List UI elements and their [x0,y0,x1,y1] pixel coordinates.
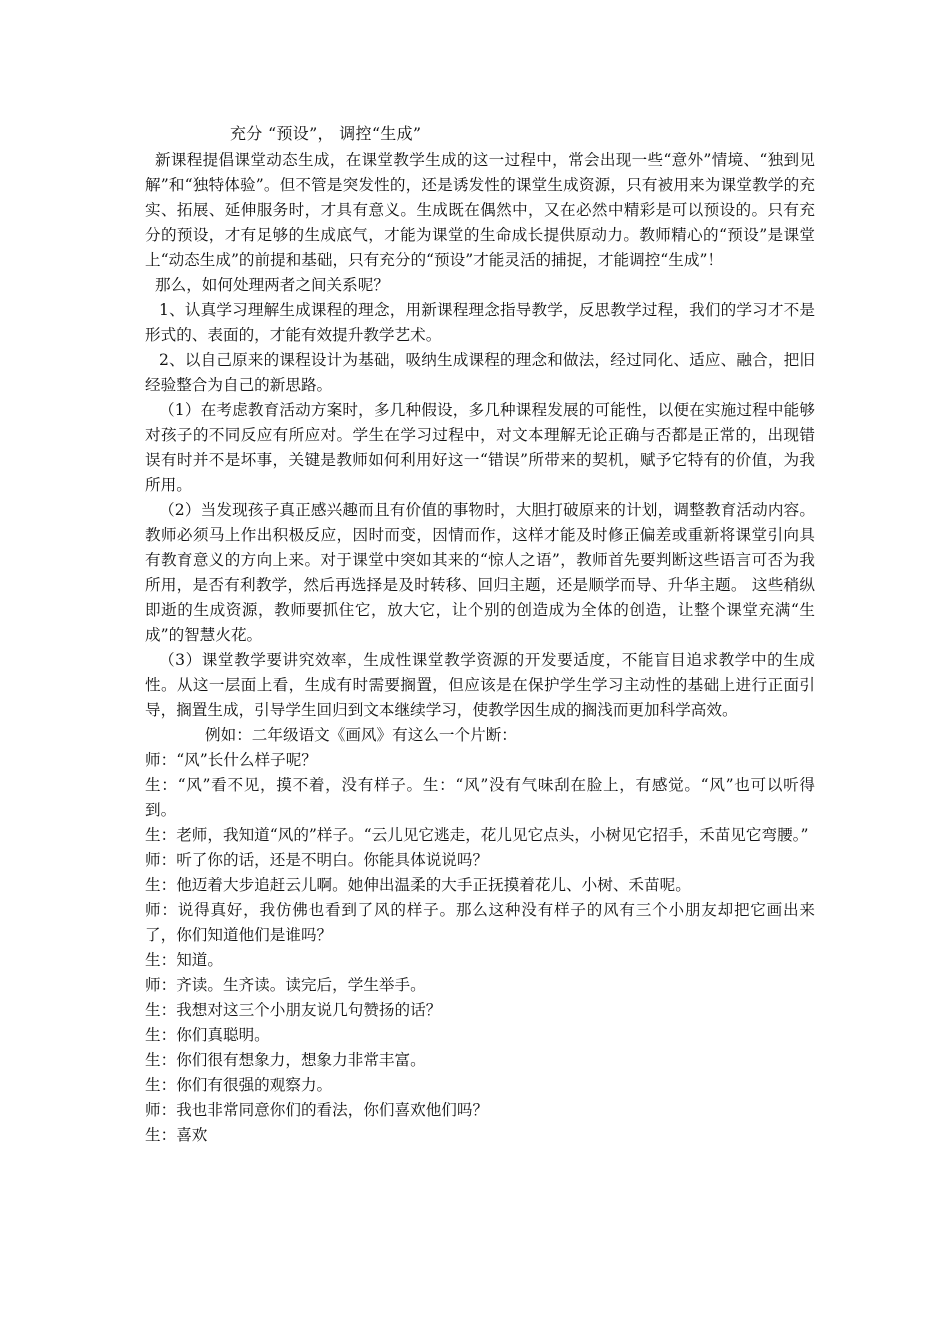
dialog-line: 师：说得真好，我仿佛也看到了风的样子。那么这种没有样子的风有三个小朋友却把它画出来了，你们知道他们是谁吗？ [145,901,815,944]
paragraph-intro: 新课程提倡课堂动态生成，在课堂教学生成的这一过程中，常会出现一些“意外”情境、“独到见解”和“独特体验”。但不管是突发性的，还是诱发性的课堂生成资源，只有被用来为课堂教学的充实、拓展、延伸服务时，才具有意义。生成既在偶然中，又在必然中精彩是可以预设的。只有充分的预设，才有足够的生成底气，才能为课堂的生命成长提供原动力。教师精心的“预设”是课堂上“动态生成”的前提和基础，只有充分的“预设”才能灵活的捕捉，才能调控“生成”！ [145,151,815,269]
dialog-line: 生：老师，我知道“风的”样子。“云儿见它逃走，花儿见它点头，小树见它招手，禾苗见它弯腰。” [145,826,809,844]
dialog-line: 生：我想对这三个小朋友说几句赞扬的话？ [145,1001,442,1019]
dialog-line: 生：喜欢 [145,1126,208,1144]
dialog-line: 生：你们很有想象力，想象力非常丰富。 [145,1051,426,1069]
paragraph-sub-3: （3）课堂教学要讲究效率，生成性课堂教学资源的开发要适度，不能盲目追求教学中的生成性。从这一层面上看，生成有时需要搁置，但应该是在保护学生学习主动性的基础上进行正面引导，搁置生成，引导学生回归到文本继续学习，使教学因生成的搁浅而更加科学高效。 [145,651,815,719]
dialog-line: 师：齐读。生齐读。读完后，学生举手。 [145,976,426,994]
dialog-line: 师：我也非常同意你们的看法，你们喜欢他们吗？ [145,1101,489,1119]
paragraph-point-1: 1、认真学习理解生成课程的理念，用新课程理念指导教学，反思教学过程，我们的学习才不是形式的、表面的，才能有效提升教学艺术。 [145,301,815,344]
paragraph-point-2: 2、以自己原来的课程设计为基础，吸纳生成课程的理念和做法，经过同化、适应、融合，把旧经验整合为自己的新思路。 [145,351,815,394]
dialog-line: 师：听了你的话，还是不明白。你能具体说说吗？ [145,851,489,869]
dialog-line: 生：你们有很强的观察力。 [145,1076,333,1094]
dialog-line: 生：知道。 [145,951,223,969]
dialog-line: 师：“风”长什么样子呢？ [145,751,317,769]
dialog-line: 生：他迈着大步追赶云儿啊。她伸出温柔的大手正抚摸着花儿、小树、禾苗呢。 [145,876,691,894]
document-title: 充分 “预设”， 调控“生成” [230,124,422,143]
paragraph-sub-2: （2）当发现孩子真正感兴趣而且有价值的事物时，大胆打破原来的计划，调整教育活动内容。教师必须马上作出积极反应，因时而变，因情而作，这样才能及时修正偏差或重新将课堂引向具有教育意义的方向上来。对于课堂中突如其来的“惊人之语”，教师首先要判断这些语言可否为我所用，是否有利教学，然后再选择是及时转移、回归主题，还是顺学而导、升华主题。 这些稍纵即逝的生成资源，教师要抓住它，放大它，让个别的创造成为全体的创造，让整个课堂充满“生成”的智慧火花。 [145,501,815,644]
paragraph-sub-1: （1）在考虑教育活动方案时，多几种假设，多几种课程发展的可能性，以便在实施过程中能够对孩子的不同反应有所应对。学生在学习过程中，对文本理解无论正确与否都是正常的，出现错误有时并不是坏事，关键是教师如何利用好这一“错误”所带来的契机，赋予它特有的价值，为我所用。 [145,401,815,494]
dialog-line: 生：你们真聪明。 [145,1026,270,1044]
dialog-line: 生：“风”看不见，摸不着，没有样子。生：“风”没有气味刮在脸上，有感觉。“风”也可以听得到。 [145,776,815,819]
paragraph-question: 那么，如何处理两者之间关系呢？ [155,276,389,294]
document-body [145,148,815,1148]
paragraph-example-intro: 例如：二年级语文《画风》有这么一个片断： [205,726,517,744]
